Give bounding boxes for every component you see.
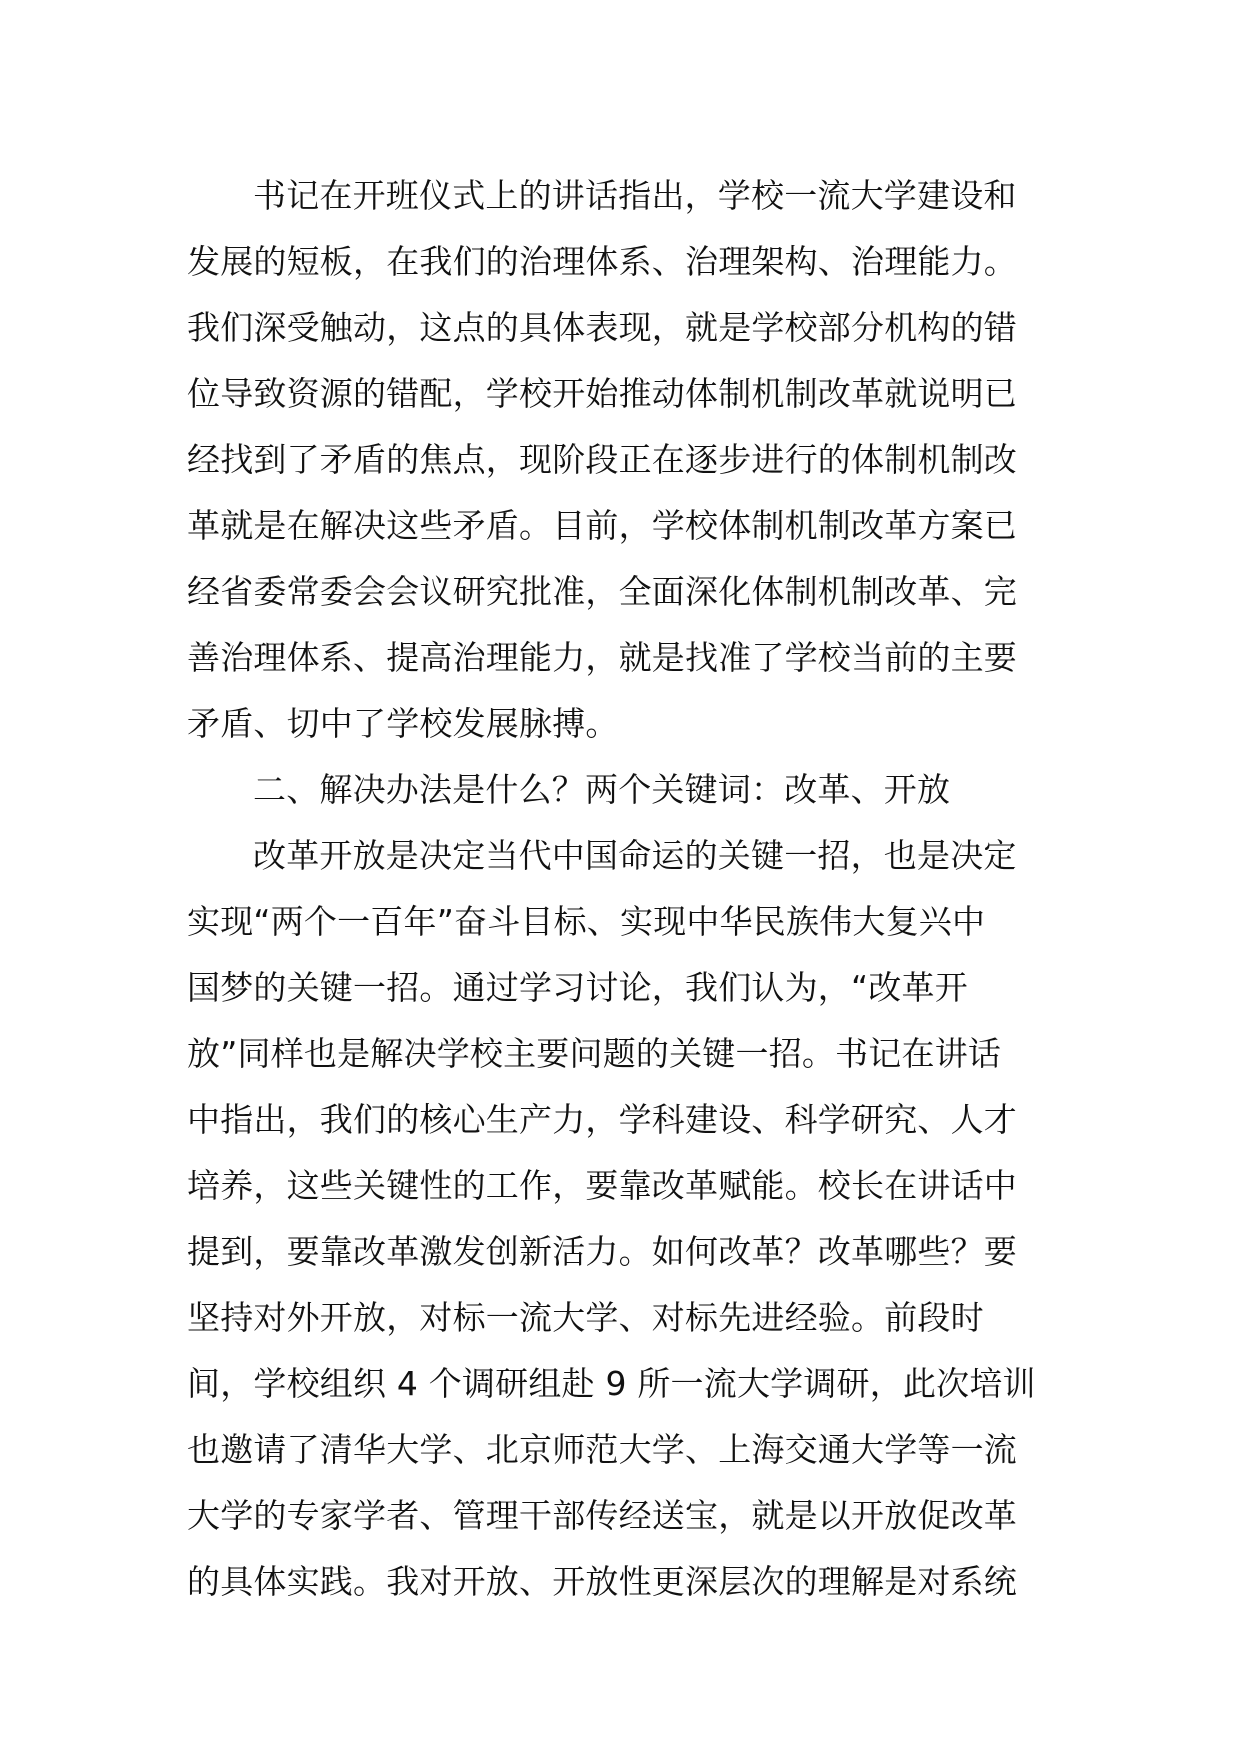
paragraph-line: 改革开放是决定当代中国命运的关键一招，也是决定 <box>253 836 1017 875</box>
paragraph-line: 提到，要靠改革激发创新活力。如何改革？改革哪些？要 <box>187 1232 1017 1271</box>
paragraph-line: 的具体实践。我对开放、开放性更深层次的理解是对系统 <box>187 1562 1017 1601</box>
paragraph-line: 间，学校组织 4 个调研组赴 9 所一流大学调研，此次培训 <box>187 1364 1036 1403</box>
document-body <box>187 163 1053 1615</box>
paragraph-line: 培养，这些关键性的工作，要靠改革赋能。校长在讲话中 <box>187 1166 1017 1205</box>
paragraph-line: 位导致资源的错配，学校开始推动体制机制改革就说明已 <box>187 374 1017 413</box>
paragraph-line: 书记在开班仪式上的讲话指出，学校一流大学建设和 <box>253 176 1017 215</box>
paragraph-line: 也邀请了清华大学、北京师范大学、上海交通大学等一流 <box>187 1430 1017 1469</box>
paragraph-line: 大学的专家学者、管理干部传经送宝，就是以开放促改革 <box>187 1496 1017 1535</box>
paragraph-line: 中指出，我们的核心生产力，学科建设、科学研究、人才 <box>187 1100 1017 1139</box>
paragraph-line: 经省委常委会会议研究批准，全面深化体制机制改革、完 <box>187 572 1017 611</box>
section-heading: 二、解决办法是什么？两个关键词：改革、开放 <box>253 770 951 809</box>
paragraph-line: 放”同样也是解决学校主要问题的关键一招。书记在讲话 <box>187 1034 1002 1073</box>
paragraph-line: 矛盾、切中了学校发展脉搏。 <box>187 704 619 743</box>
paragraph-line: 我们深受触动，这点的具体表现，就是学校部分机构的错 <box>187 308 1017 347</box>
paragraph-line: 实现“两个一百年”奋斗目标、实现中华民族伟大复兴中 <box>187 902 986 941</box>
paragraph-line: 发展的短板，在我们的治理体系、治理架构、治理能力。 <box>187 242 1017 281</box>
paragraph-line: 善治理体系、提高治理能力，就是找准了学校当前的主要 <box>187 638 1017 677</box>
paragraph-line: 国梦的关键一招。通过学习讨论，我们认为，“改革开 <box>187 968 968 1007</box>
paragraph-line: 经找到了矛盾的焦点，现阶段正在逐步进行的体制机制改 <box>187 440 1017 479</box>
paragraph-line: 革就是在解决这些矛盾。目前，学校体制机制改革方案已 <box>187 506 1017 545</box>
paragraph-line: 坚持对外开放，对标一流大学、对标先进经验。前段时 <box>187 1298 984 1337</box>
